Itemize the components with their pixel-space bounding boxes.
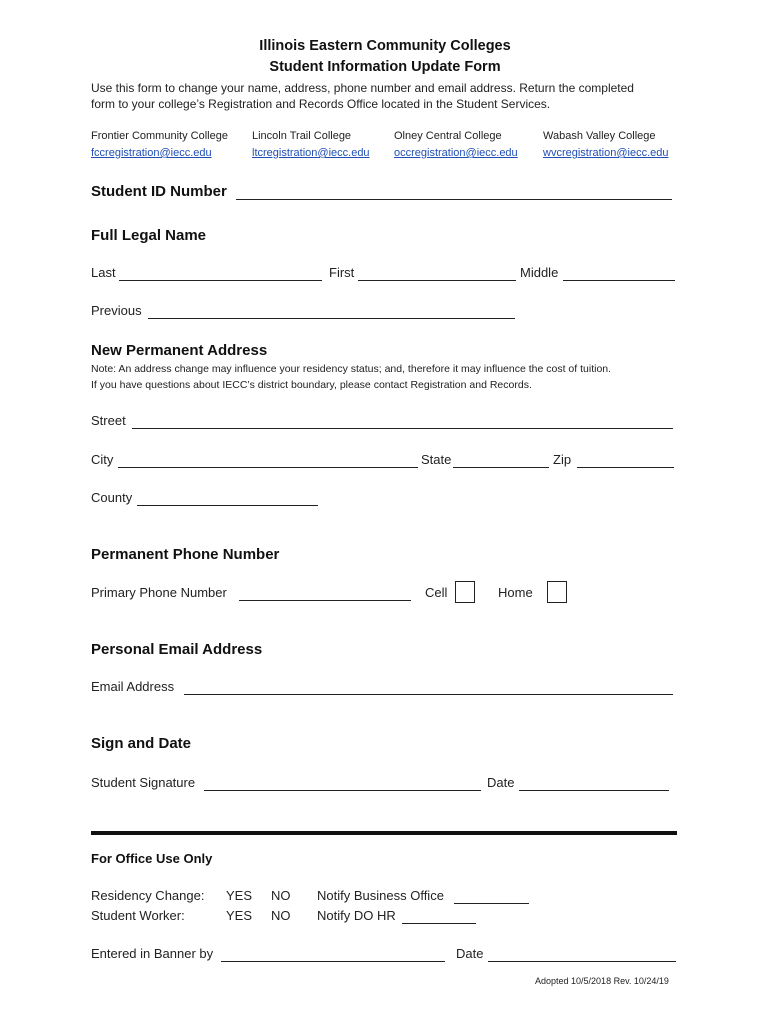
phone-field[interactable]: [239, 600, 411, 601]
college-name: Wabash Valley College: [543, 130, 656, 142]
notify-business-label: Notify Business Office: [317, 888, 444, 903]
office-date-label: Date: [456, 946, 484, 961]
address-heading: New Permanent Address: [91, 342, 268, 359]
college-email-link[interactable]: fccregistration@iecc.edu: [91, 147, 212, 159]
address-note-line-2: If you have questions about IECC’s district boundary, please contact Registration and Records.: [91, 379, 532, 391]
college-name: Frontier Community College: [91, 130, 228, 142]
notify-hr-label: Notify DO HR: [317, 908, 396, 923]
middle-name-field[interactable]: [563, 280, 675, 281]
student-id-label: Student ID Number: [91, 183, 227, 200]
sign-date-label: Date: [487, 775, 515, 790]
revision-footer: Adopted 10/5/2018 Rev. 10/24/19: [535, 976, 669, 986]
county-label: County: [91, 490, 133, 505]
cell-checkbox[interactable]: [455, 581, 475, 603]
office-date-field[interactable]: [488, 961, 676, 962]
college-email-link[interactable]: wvcregistration@iecc.edu: [543, 147, 669, 159]
cell-label: Cell: [425, 585, 448, 600]
county-field[interactable]: [137, 505, 318, 506]
form-title: Student Information Update Form: [269, 59, 501, 75]
office-heading: For Office Use Only: [91, 851, 213, 866]
student-id-field[interactable]: [236, 199, 672, 200]
college-name: Lincoln Trail College: [252, 130, 352, 142]
address-note-line-1: Note: An address change may influence your residency status; and, therefore it may influence the cost of tuition.: [91, 363, 612, 375]
email-field[interactable]: [184, 694, 673, 695]
college-name: Olney Central College: [394, 130, 502, 142]
residency-change-label: Residency Change:: [91, 888, 205, 903]
signature-label: Student Signature: [91, 775, 196, 790]
college-email-link[interactable]: occregistration@iecc.edu: [394, 147, 518, 159]
email-heading: Personal Email Address: [91, 641, 263, 658]
student-worker-label: Student Worker:: [91, 908, 185, 923]
residency-no-option[interactable]: NO: [271, 888, 291, 903]
form-org-title: Illinois Eastern Community Colleges: [259, 38, 511, 54]
worker-yes-option[interactable]: YES: [226, 908, 253, 923]
city-label: City: [91, 452, 114, 467]
phone-heading: Permanent Phone Number: [91, 546, 280, 563]
middle-name-label: Middle: [520, 265, 559, 280]
college-email-link[interactable]: ltcregistration@iecc.edu: [252, 147, 370, 159]
street-field[interactable]: [132, 428, 673, 429]
legal-name-heading: Full Legal Name: [91, 227, 207, 244]
entered-banner-label: Entered in Banner by: [91, 946, 214, 961]
state-label: State: [421, 452, 452, 467]
street-label: Street: [91, 413, 126, 428]
intro-text-line-1: Use this form to change your name, address, phone number and email address. Return the completed: [91, 81, 634, 95]
last-name-label: Last: [91, 265, 116, 280]
home-label: Home: [498, 585, 533, 600]
first-name-field[interactable]: [358, 280, 516, 281]
last-name-field[interactable]: [119, 280, 322, 281]
signature-field[interactable]: [204, 790, 481, 791]
previous-name-field[interactable]: [148, 318, 515, 319]
zip-label: Zip: [553, 452, 572, 467]
email-label: Email Address: [91, 679, 175, 694]
sign-date-field[interactable]: [519, 790, 669, 791]
state-field[interactable]: [453, 467, 549, 468]
office-divider: [91, 831, 677, 835]
residency-yes-option[interactable]: YES: [226, 888, 253, 903]
notify-business-field[interactable]: [454, 903, 529, 904]
first-name-label: First: [329, 265, 355, 280]
zip-field[interactable]: [577, 467, 674, 468]
entered-banner-field[interactable]: [221, 961, 445, 962]
notify-hr-field[interactable]: [402, 923, 476, 924]
sign-heading: Sign and Date: [91, 735, 192, 752]
intro-text-line-2: form to your college’s Registration and Records Office located in the Student Services.: [91, 97, 551, 111]
phone-label: Primary Phone Number: [91, 585, 227, 600]
home-checkbox[interactable]: [547, 581, 567, 603]
previous-name-label: Previous: [91, 303, 142, 318]
worker-no-option[interactable]: NO: [271, 908, 291, 923]
city-field[interactable]: [118, 467, 418, 468]
